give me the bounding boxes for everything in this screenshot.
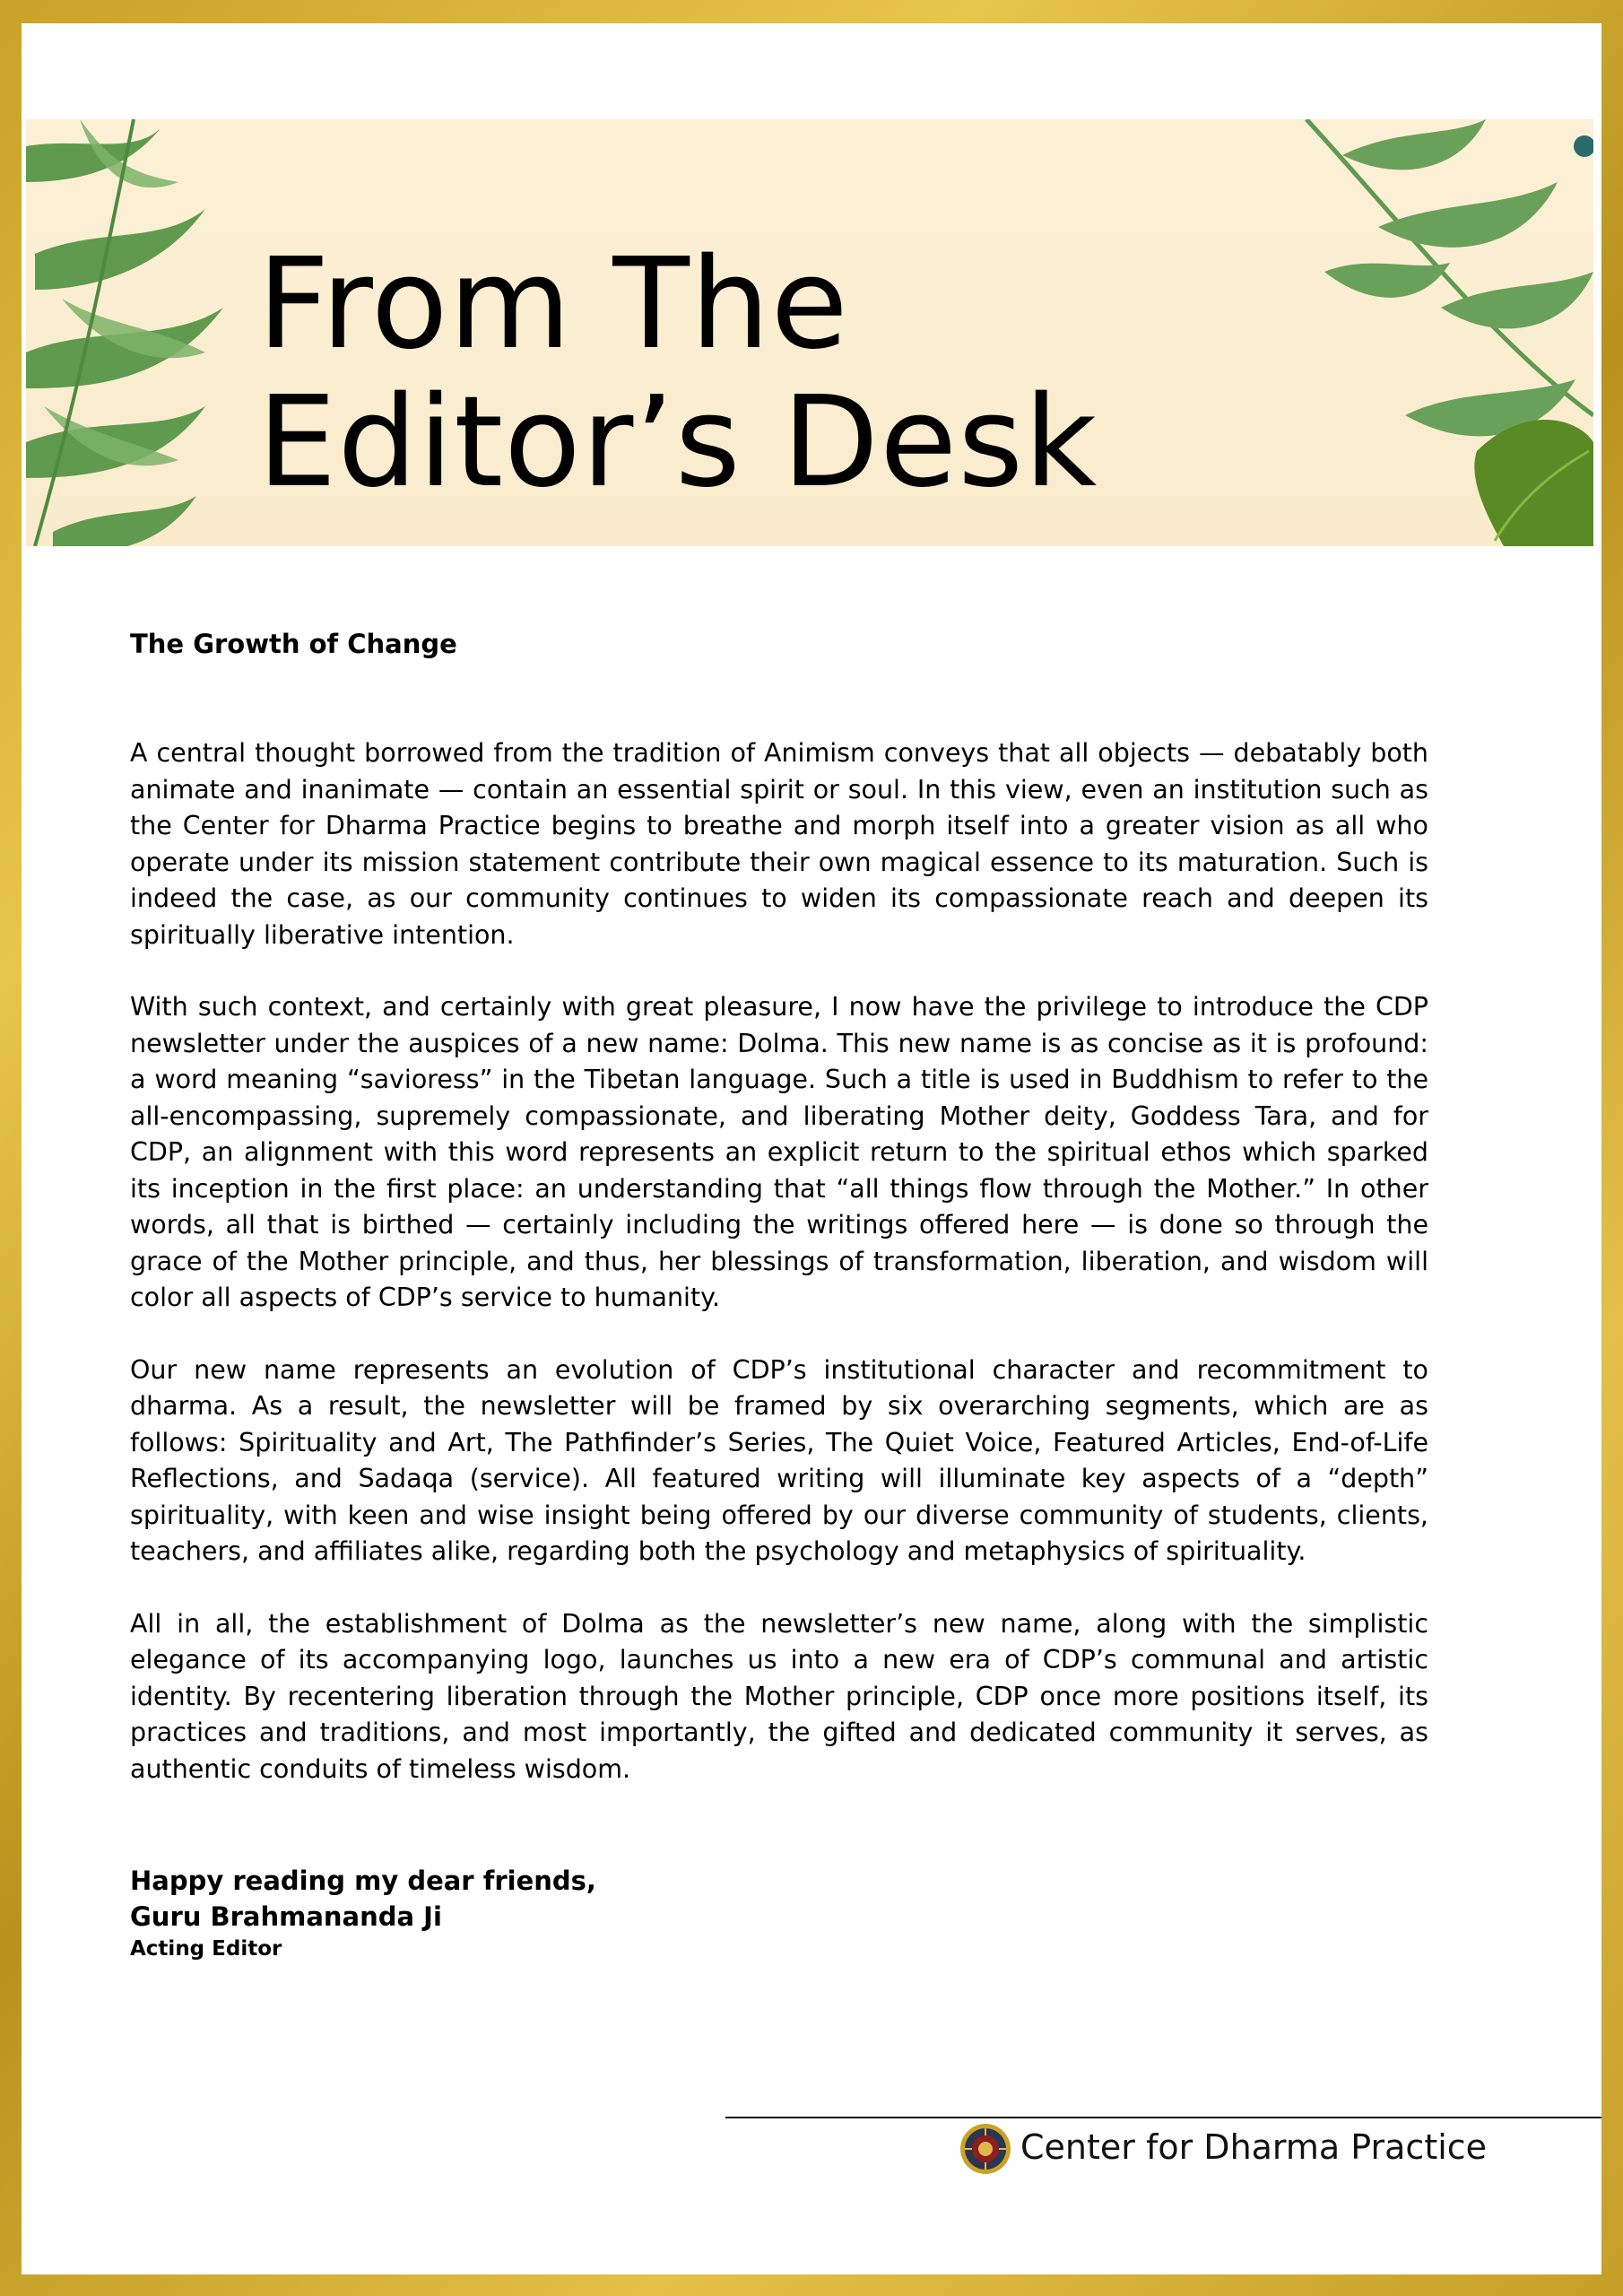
article-paragraph: Our new name represents an evolution of CDP’s institutional character and recommitment to dharma. As a result, the newsletter will be framed by six overarching segments, which are as follows: Spirituality and Art, The Pathfinder’s Series, The Quiet Voice, Featured Articles, End-of-Life Reflections, and Sadaqa (service). All featured writing will illuminate key aspects of a “depth” spirituality, with keen and wise insight being offered by our diverse community of students, clients, teachers, and affiliates alike, regarding both the psychology and metaphysics of spirituality. — [130, 1354, 1428, 1566]
header-banner — [26, 119, 1593, 546]
page-sheet — [22, 23, 1601, 2274]
green-leaves-icon — [1271, 119, 1593, 546]
article-paragraph: With such context, and certainly with great pleasure, I now have the privilege to introduce the CDP newsletter under the auspices of a new name: Dolma. This new name is as concise as it is profound: a word meaning “savioress” in the Tibetan language. Such a title is used in Buddhism to refer to the all-encompassing, supremely compassionate, and liberating Mother deity, Goddess Tara, and for CDP, an alignment with this word represents an explicit return to the spiritual ethos which sparked its inception in the first place: an understanding that “all things flow through the Mother.” In other words, all that is birthed — certainly including the writings offered here — is done so through the grace of the Mother principle, and thus, her blessings of transformation, liberation, and wisdom will color all aspects of CDP’s service to humanity. — [130, 992, 1428, 1312]
article-paragraph: A central thought borrowed from the tradition of Animism conveys that all objects — debatably both animate and inanimate — contain an essential spirit or soul. In this view, even an institution such as the Center for Dharma Practice begins to breathe and morph itself into a greater vision as all who operate under its mission statement contribute their own magical essence to its maturation. Such is indeed the case, as our community continues to widen its compassionate reach and deepen its spiritually liberative intention. — [130, 738, 1428, 950]
signoff-greeting: Happy reading my dear friends, — [130, 1866, 596, 1896]
cdp-seal-icon — [959, 2122, 1012, 2176]
signoff — [130, 1863, 1428, 1963]
article-body — [130, 626, 1428, 1963]
page-title — [257, 231, 1098, 516]
signoff-name: Guru Brahmananda Ji — [130, 1901, 442, 1932]
article-heading: The Growth of Change — [130, 629, 457, 659]
signoff-role: Acting Editor — [130, 1937, 282, 1961]
title-line-2: Editor’s Desk — [257, 370, 1098, 516]
title-line-1: From The — [257, 231, 849, 378]
footer-org-name: Center for Dharma Practice — [1020, 2127, 1488, 2167]
article-paragraph: All in all, the establishment of Dolma as the newsletter’s new name, along with the simplistic elegance of its accompanying logo, launches us into a new era of CDP’s communal and artistic identity. By recentering liberation through the Mother principle, CDP once more positions itself, its practices and traditions, and most importantly, the gifted and dedicated community it serves, as authentic conduits of timeless wisdom. — [130, 1608, 1428, 1784]
footer-divider — [725, 2117, 1601, 2118]
green-leaves-icon — [26, 119, 277, 546]
